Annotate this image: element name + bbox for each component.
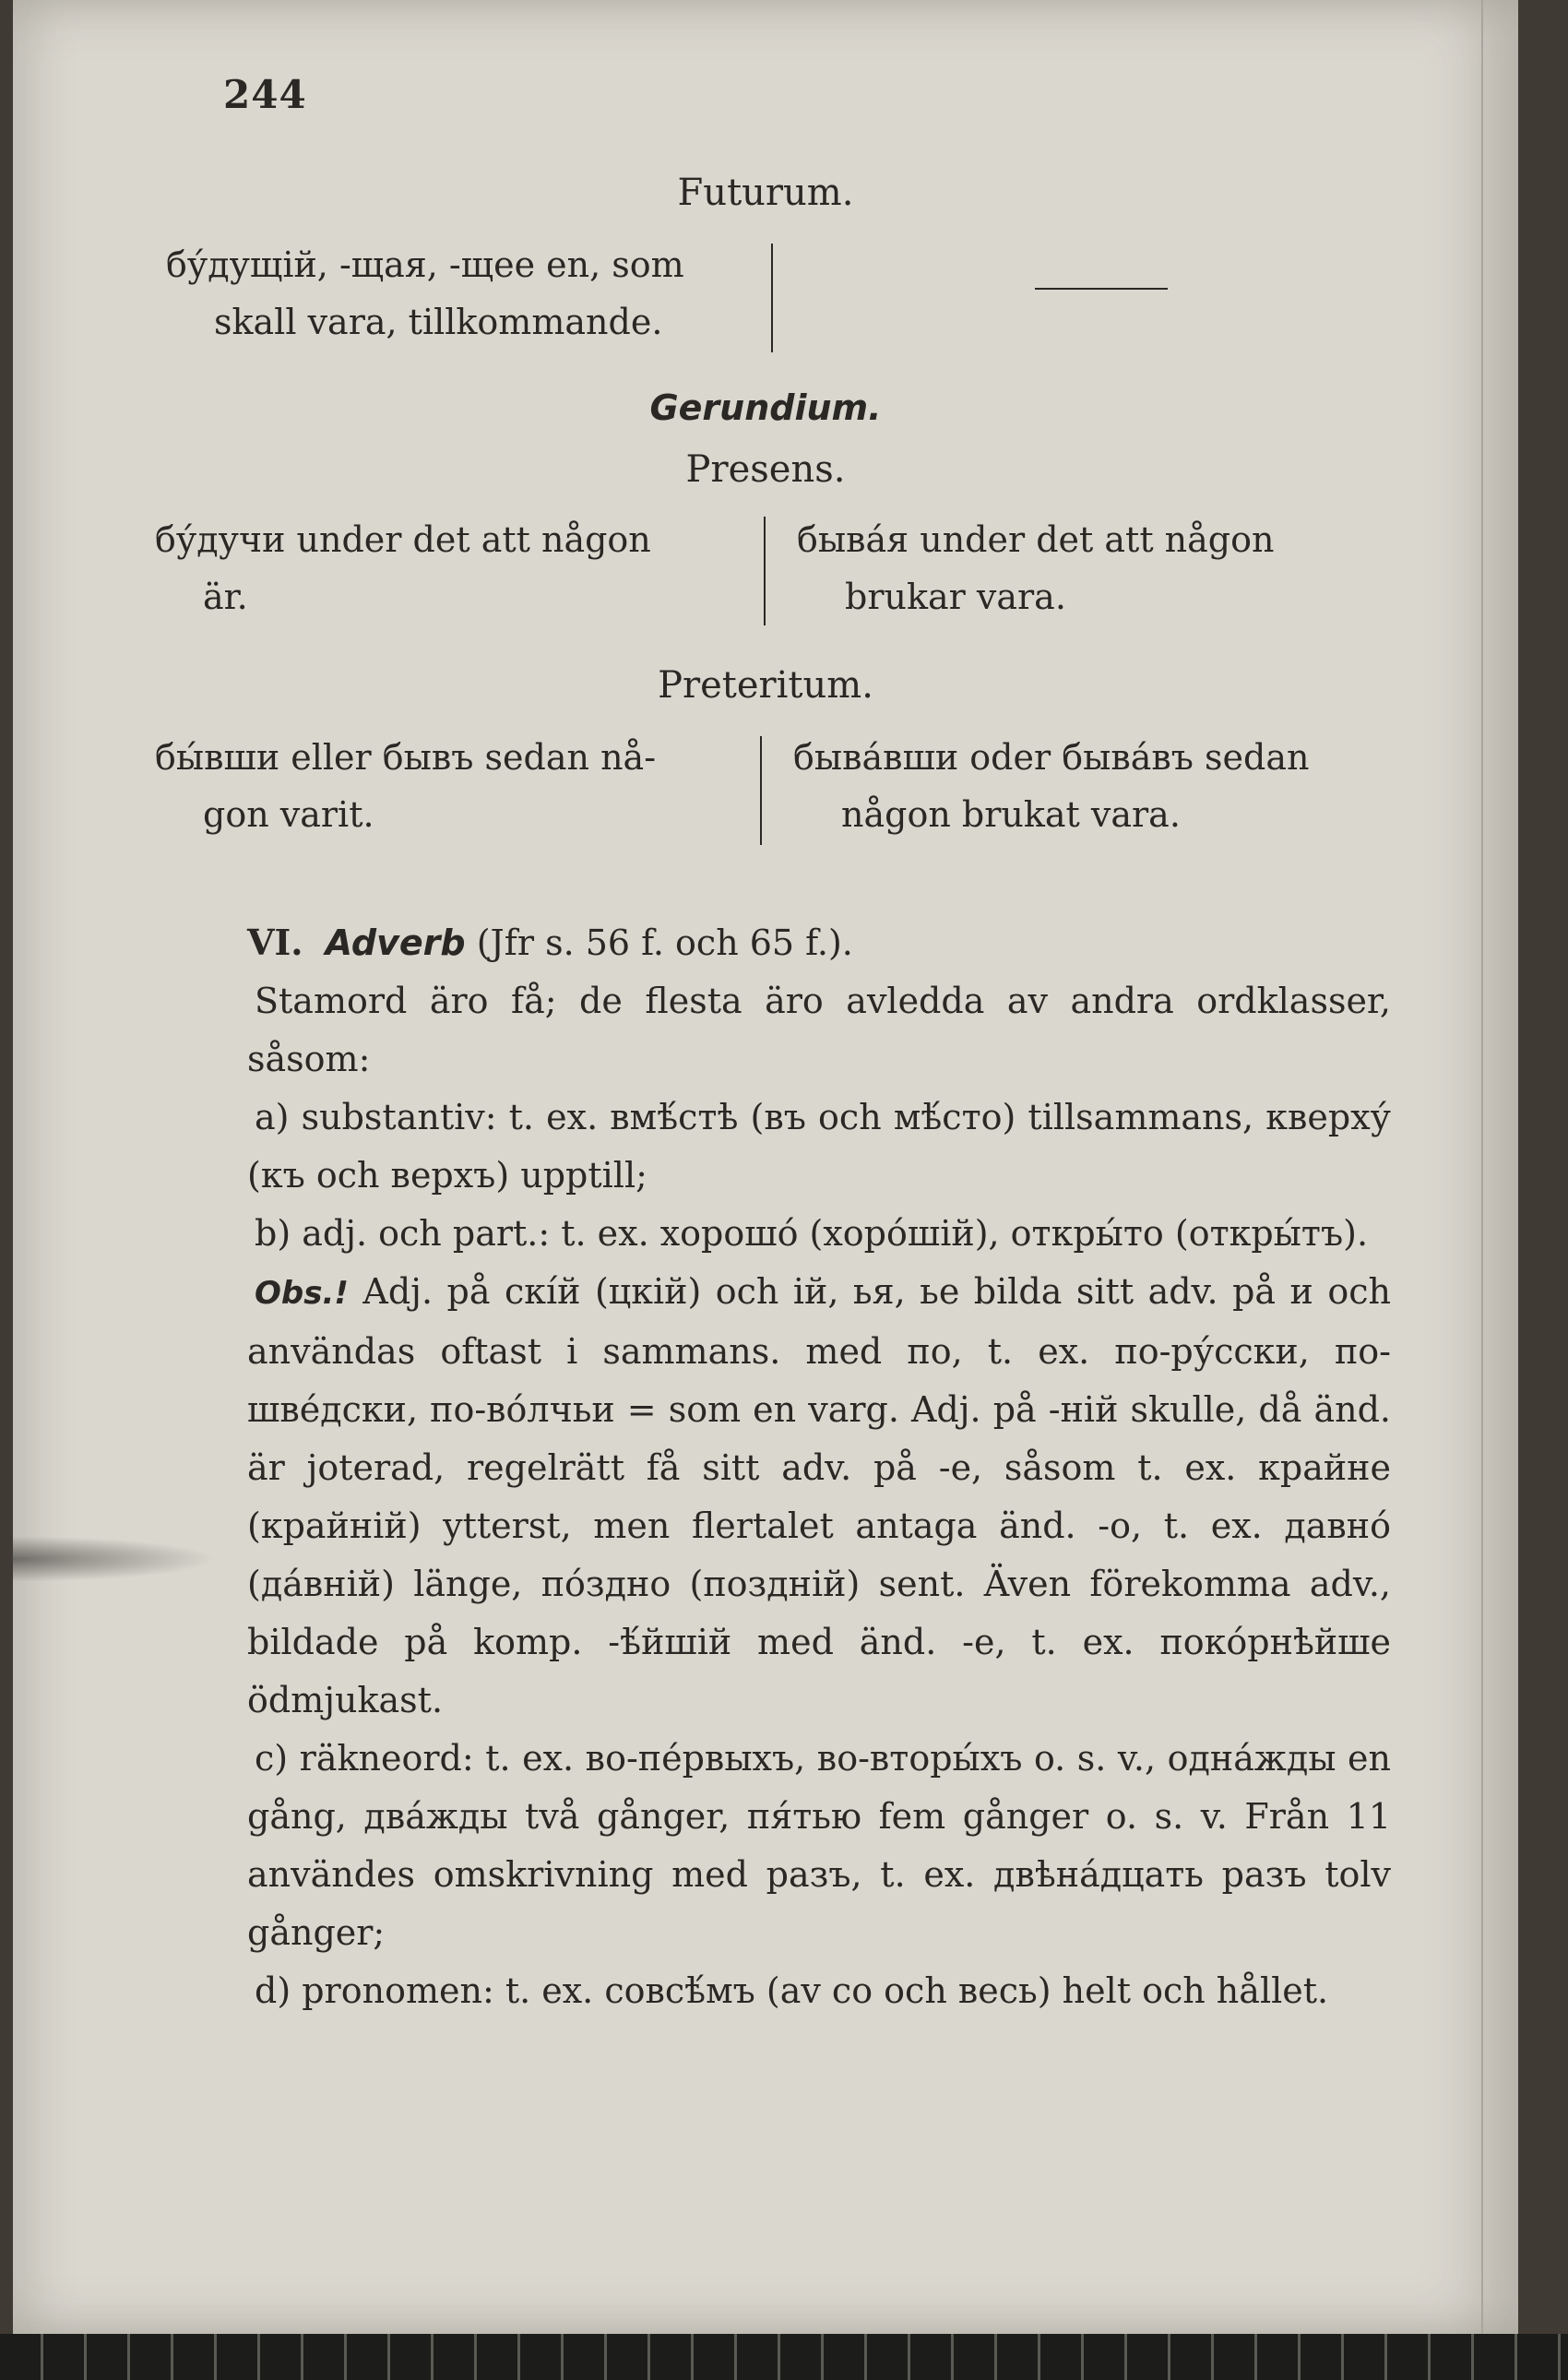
presens-right-line2: brukar vara. xyxy=(845,577,1066,617)
page-shadow xyxy=(13,1536,216,1582)
page-spine-edge xyxy=(1481,0,1483,2334)
preteritum-left-line1: бы́вши eller бывъ sedan nå- xyxy=(155,737,657,778)
scan-ruler xyxy=(0,2334,1568,2380)
obs-label: Obs.! xyxy=(255,1275,349,1312)
paragraph-c: c) räkneord: t. ex. во-пе́рвыхъ, во-вторы́хъ o. s. v., одна́жды en gång, два́жды två gånger, пя́тью fem gånger o. s. v. Från 11 användes omskrivning med разъ, t. ex. двѣна́дцать разъ tolv gånger; xyxy=(247,1738,1391,1953)
section-number: VI. xyxy=(247,922,303,963)
empty-dash xyxy=(1035,288,1168,290)
section-body xyxy=(247,913,1391,2020)
paragraph-intro: Stamord äro få; de flesta äro avledda av andra ordklasser, såsom: xyxy=(247,981,1391,1079)
preteritum-right-line2: någon brukat vara. xyxy=(841,794,1181,835)
presens-right-line1: быва́я under det att någon xyxy=(797,519,1275,560)
paragraph-b: b) adj. och part.: t. ex. хорошо́ (хоро́шій), откры́то (откры́тъ). xyxy=(255,1213,1369,1254)
gerundium-heading: Gerundium. xyxy=(649,387,882,428)
column-divider xyxy=(760,736,762,845)
presens-left-line1: бу́дучи under det att någon xyxy=(155,519,651,560)
section-ref: (Jfr s. 56 f. och 65 f.). xyxy=(476,922,853,963)
preteritum-left-line2: gon varit. xyxy=(203,794,374,835)
obs-text: Adj. på скі́й (цкій) och ій, ья, ье bilda sitt adv. på и och användas oftast i sammans. med по, t. ex. по-ру́сски, по-шве́дски, по-во́лчьи = som en varg. Adj. på -ній skulle, då änd. är joterad, regelrätt få sitt adv. på -е, såsom t. ex. крайне (крайній) ytterst, men flertalet antaga änd. -о, t. ex. давно́ (да́вній) länge, по́здно (поздній) sent. Även förekomma adv., bildade på komp. -ѣ́йшій med änd. -е, t. ex. поко́рнѣйше ödmjukast. xyxy=(247,1271,1391,1720)
presens-left-line2: är. xyxy=(203,577,248,617)
preteritum-right-line1: быва́вши oder быва́въ sedan xyxy=(793,737,1310,778)
book-page xyxy=(13,0,1518,2334)
page-number: 244 xyxy=(223,72,307,117)
column-divider xyxy=(771,244,773,352)
futurum-heading: Futurum. xyxy=(677,172,854,214)
paragraph-a: a) substantiv: t. ex. вмѣ́стѣ (въ och мѣ́сто) tillsammans, кверху́ (къ och верхъ) upptill; xyxy=(247,1097,1391,1196)
paragraph-obs xyxy=(247,1263,1391,1730)
preteritum-heading: Preteritum. xyxy=(658,664,873,707)
presens-heading: Presens. xyxy=(685,448,846,491)
futurum-left-line2: skall vara, tillkommande. xyxy=(214,302,663,342)
section-title: Adverb xyxy=(325,922,466,963)
futurum-left-line1: бу́дущій, -щая, -щее en, som xyxy=(166,244,684,285)
paragraph-d: d) pronomen: t. ex. совсѣ́мъ (av со och весь) helt och hållet. xyxy=(255,1970,1329,2011)
section-heading xyxy=(247,913,1391,972)
column-divider xyxy=(764,517,766,625)
